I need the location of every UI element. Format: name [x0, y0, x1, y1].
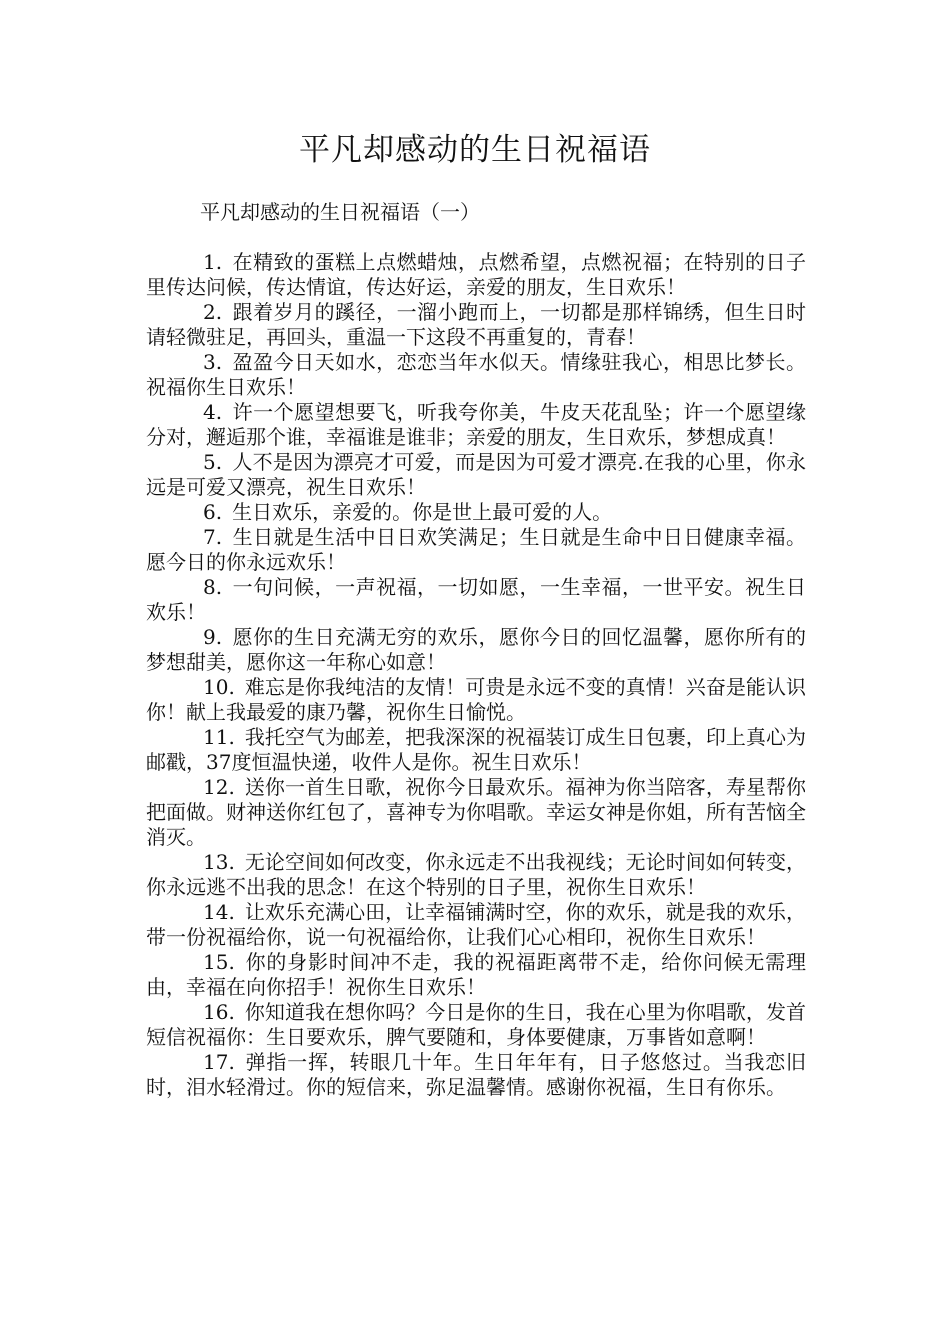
- item-text: 让欢乐充满心田，让幸福铺满时空，你的欢乐，就是我的欢乐，带一份祝福给你，说一句祝福给你，让我们心心相印，祝你生日欢乐！: [146, 900, 806, 949]
- item-number: 4.: [203, 400, 223, 424]
- list-item: [146, 350, 806, 400]
- item-number: 14.: [203, 900, 235, 924]
- item-number: 16.: [203, 1000, 235, 1024]
- item-number: 6.: [203, 500, 223, 524]
- item-number: 1.: [203, 250, 223, 274]
- list-item: [146, 850, 806, 900]
- item-text: 盈盈今日天如水，恋恋当年水似天。情缘驻我心，相思比梦长。祝福你生日欢乐！: [146, 350, 806, 399]
- item-text: 送你一首生日歌，祝你今日最欢乐。福神为你当陪客，寿星帮你把面做。财神送你红包了，喜神专为你唱歌。幸运女神是你姐，所有苦恼全消灭。: [146, 775, 806, 849]
- item-text: 在精致的蛋糕上点燃蜡烛，点燃希望，点燃祝福；在特别的日子里传达问候，传达情谊，传达好运，亲爱的朋友，生日欢乐！: [146, 250, 806, 299]
- item-text: 跟着岁月的蹊径，一溜小跑而上，一切都是那样锦绣，但生日时请轻微驻足，再回头，重温一下这段不再重复的，青春！: [146, 300, 806, 349]
- list-item: [146, 300, 806, 350]
- page-title: 平凡却感动的生日祝福语: [299, 132, 651, 168]
- item-text: 我托空气为邮差，把我深深的祝福装订成生日包裹，印上真心为邮戳，37度恒温快递，收件人是你。祝生日欢乐！: [146, 725, 806, 774]
- item-number: 7.: [203, 525, 223, 549]
- list-item: [146, 450, 806, 500]
- list-item: [146, 400, 806, 450]
- item-text: 你的身影时间冲不走，我的祝福距离带不走，给你问候无需理由，幸福在向你招手！祝你生日欢乐！: [146, 950, 806, 999]
- list-item: [146, 900, 806, 950]
- item-number: 9.: [203, 625, 223, 649]
- blessing-list: [146, 250, 806, 1100]
- item-number: 12.: [203, 775, 235, 799]
- list-item: [146, 625, 806, 675]
- item-number: 11.: [203, 725, 235, 749]
- item-text: 一句问候，一声祝福，一切如愿，一生幸福，一世平安。祝生日欢乐！: [146, 575, 806, 624]
- list-item: [146, 525, 806, 575]
- item-number: 5.: [203, 450, 223, 474]
- item-text: 弹指一挥，转眼几十年。生日年年有，日子悠悠过。当我恋旧时，泪水轻滑过。你的短信来，弥足温馨情。感谢你祝福，生日有你乐。: [146, 1050, 806, 1099]
- item-number: 3.: [203, 350, 223, 374]
- list-item: [146, 500, 806, 525]
- item-text: 生日欢乐，亲爱的。你是世上最可爱的人。: [232, 500, 613, 524]
- item-number: 2.: [203, 300, 223, 324]
- item-text: 无论空间如何改变，你永远走不出我视线；无论时间如何转变，你永远逃不出我的思念！在这个特别的日子里，祝你生日欢乐！: [146, 850, 806, 899]
- item-text: 愿你的生日充满无穷的欢乐，愿你今日的回忆温馨，愿你所有的梦想甜美，愿你这一年称心如意！: [146, 625, 806, 674]
- item-text: 难忘是你我纯洁的友情！可贵是永远不变的真情！兴奋是能认识你！献上我最爱的康乃馨，祝你生日愉悦。: [146, 675, 806, 724]
- item-number: 10.: [203, 675, 235, 699]
- section-subtitle: 平凡却感动的生日祝福语（一）: [200, 200, 480, 224]
- list-item: [146, 575, 806, 625]
- list-item: [146, 675, 806, 725]
- list-item: [146, 250, 806, 300]
- list-item: [146, 950, 806, 1000]
- item-number: 8.: [203, 575, 223, 599]
- list-item: [146, 725, 806, 775]
- item-text: 你知道我在想你吗？今日是你的生日，我在心里为你唱歌，发首短信祝福你：生日要欢乐，脾气要随和，身体要健康，万事皆如意啊！: [146, 1000, 806, 1049]
- item-text: 人不是因为漂亮才可爱，而是因为可爱才漂亮.在我的心里，你永远是可爱又漂亮，祝生日欢乐！: [146, 450, 806, 499]
- list-item: [146, 1050, 806, 1100]
- item-text: 生日就是生活中日日欢笑满足；生日就是生命中日日健康幸福。愿今日的你永远欢乐！: [146, 525, 806, 574]
- item-text: 许一个愿望想要飞，听我夸你美，牛皮天花乱坠；许一个愿望缘分对，邂逅那个谁，幸福谁是谁非；亲爱的朋友，生日欢乐，梦想成真！: [146, 400, 806, 449]
- item-number: 13.: [203, 850, 235, 874]
- list-item: [146, 1000, 806, 1050]
- list-item: [146, 775, 806, 850]
- item-number: 15.: [203, 950, 235, 974]
- item-number: 17.: [203, 1050, 235, 1074]
